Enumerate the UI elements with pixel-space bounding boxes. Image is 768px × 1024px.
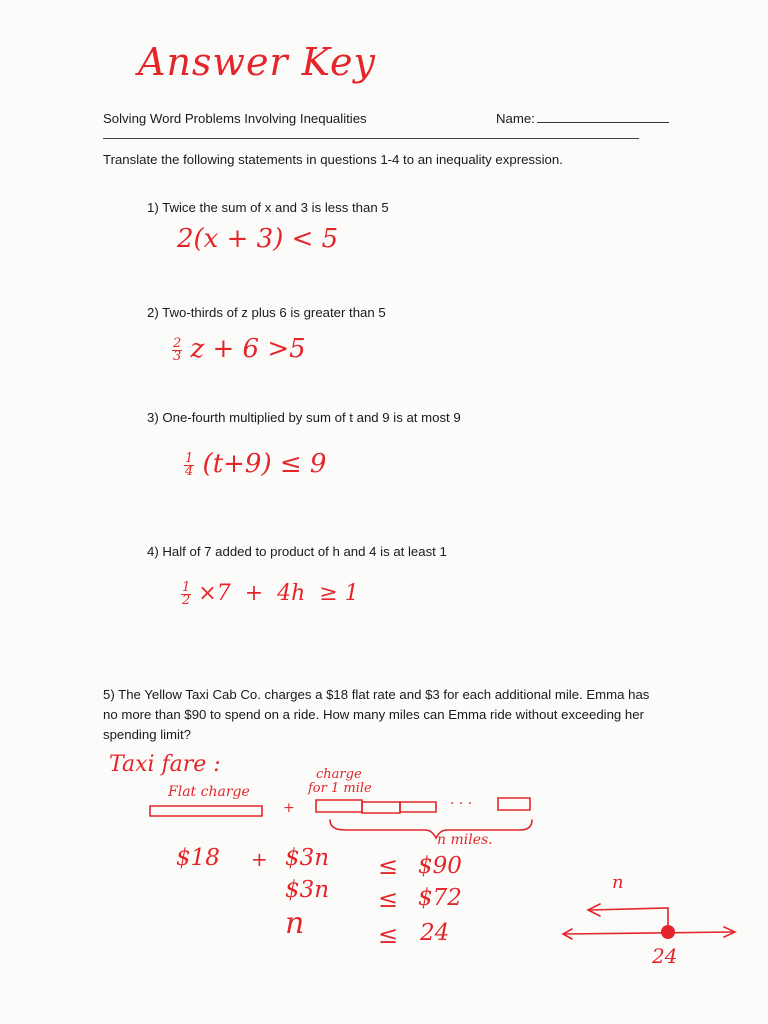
number-line [564, 932, 732, 934]
answer-key-title: Answer Key [138, 40, 376, 84]
answer-3-rest: (t+9) ≤ 9 [202, 449, 327, 479]
ellipsis-dots: · · · [450, 796, 473, 812]
worksheet-title: Solving Word Problems Involving Inequalities [103, 111, 367, 126]
eq1-term-18: $18 [176, 845, 220, 871]
answer-2-rest: z + 6 >5 [190, 334, 306, 364]
flat-charge-bar [150, 806, 262, 816]
fraction-denominator: 3 [173, 348, 182, 364]
n-miles-label: n miles. [437, 832, 493, 848]
eq3-term-n: n [285, 906, 305, 941]
numberline-point-label: 24 [652, 944, 678, 968]
fraction-numerator: 2 [173, 335, 182, 351]
answer-1: 2(x + 3) < 5 [177, 224, 339, 254]
n-miles-brace [330, 820, 532, 838]
eq2-term-3n: $3n [285, 877, 330, 903]
eq1-term-90: $90 [418, 853, 462, 879]
mile-bar-1 [316, 800, 362, 812]
mile-bar-4 [498, 798, 530, 810]
fraction-denominator: 4 [185, 463, 194, 479]
eq3-term-24: 24 [420, 920, 450, 946]
numberline-variable-label: n [612, 872, 624, 893]
question-4: 4) Half of 7 added to product of h and 4 is at least 1 [147, 544, 447, 559]
plus-sign: + [283, 800, 295, 816]
taxi-fare-heading: Taxi fare : [109, 752, 221, 777]
fraction-numerator: 1 [182, 579, 191, 595]
question-2: 2) Two-thirds of z plus 6 is greater than 5 [147, 305, 386, 320]
mile-bar-3 [400, 802, 436, 812]
eq3-leq: ≤ [378, 921, 399, 949]
eq1-term-3n: $3n [285, 845, 330, 871]
solution-ray [590, 908, 668, 928]
eq1-plus: + [251, 847, 268, 871]
closed-point-24 [661, 925, 675, 939]
charge-label-line-2: for 1 mile [308, 781, 372, 796]
flat-charge-label: Flat charge [168, 784, 250, 800]
eq1-leq: ≤ [378, 852, 399, 880]
question-3: 3) One-fourth multiplied by sum of t and 9 is at most 9 [147, 410, 461, 425]
charge-label-line-1: charge [316, 767, 362, 782]
instructions: Translate the following statements in questions 1-4 to an inequality expression. [103, 152, 563, 167]
fraction-denominator: 2 [182, 592, 191, 608]
question-1: 1) Twice the sum of x and 3 is less than 5 [147, 200, 389, 215]
question-5: 5) The Yellow Taxi Cab Co. charges a $18 flat rate and $3 for each additional mile. Emma has no more than $90 to spend on a ride. How many miles can Emma ride without exceeding her spending limit? [103, 687, 650, 742]
answer-4-rest: ×7 + 4h ≥ 1 [198, 581, 359, 606]
eq2-leq: ≤ [378, 885, 399, 913]
eq2-term-72: $72 [418, 885, 462, 911]
mile-bar-2 [362, 802, 400, 813]
name-label: Name: [496, 111, 535, 126]
fraction-numerator: 1 [185, 450, 194, 466]
